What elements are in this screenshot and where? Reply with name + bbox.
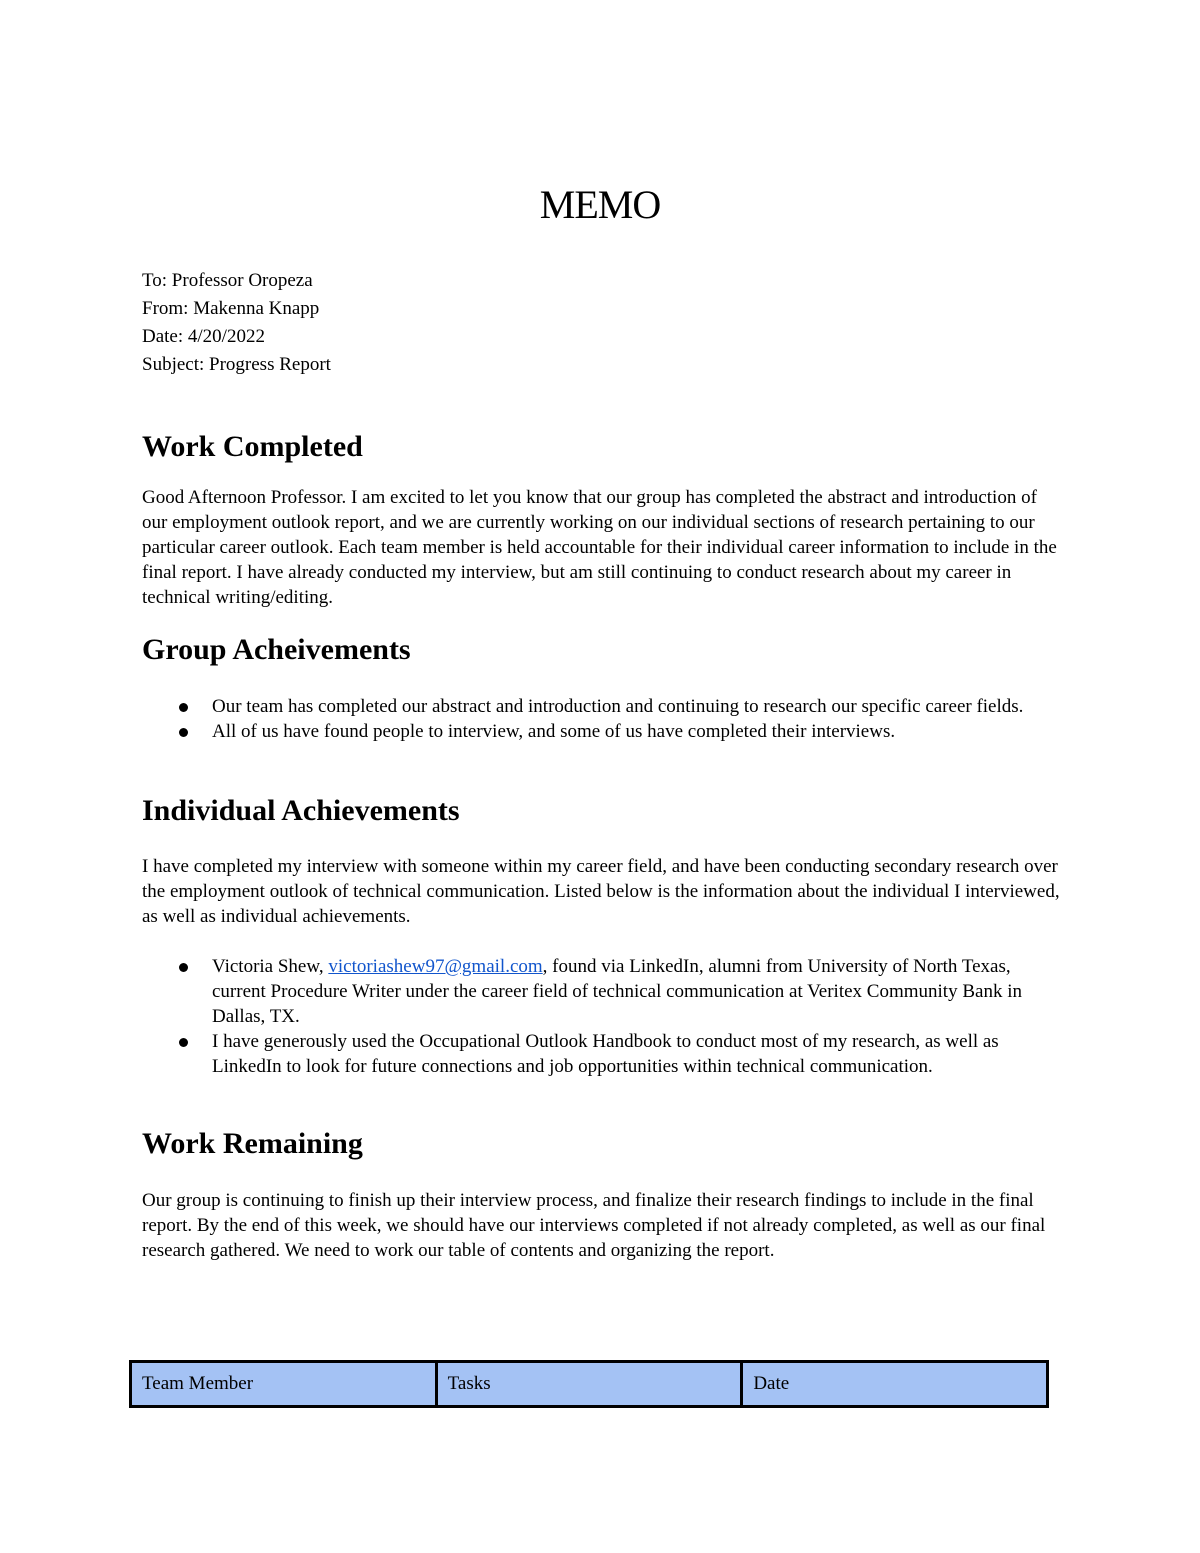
individual-achievements-text: I have completed my interview with someone within my career field, and have been conducting secondary research over the employment outlook of technical communication. Listed below is the information about the individual I interviewed, as well as individual achievements. <box>142 856 1060 927</box>
to-line: To: Professor Oropeza <box>142 270 313 291</box>
table-header-cell: Tasks <box>436 1362 742 1407</box>
bullet-icon <box>179 963 188 972</box>
list-item-text: I have generously used the Occupational Outlook Handbook to conduct most of my research, as well as LinkedIn to look for future connections and job opportunities within technical communication. <box>212 1031 999 1077</box>
bullet-icon <box>179 728 188 737</box>
list-item-text-before: Victoria Shew, <box>212 956 329 977</box>
individual-achievements-heading: Individual Achievements <box>142 794 460 827</box>
memo-title: MEMO <box>539 182 661 227</box>
email-link[interactable]: victoriashew97@gmail.com <box>328 956 543 977</box>
table-header-cell: Date <box>742 1362 1048 1407</box>
group-achievements-list <box>142 694 1052 744</box>
subject-line: Subject: Progress Report <box>142 354 331 375</box>
table-header-cell: Team Member <box>131 1362 437 1407</box>
list-item-text: All of us have found people to interview, and some of us have completed their interviews. <box>212 721 896 742</box>
table-header-row <box>131 1362 1048 1407</box>
list-item <box>142 1029 1052 1079</box>
work-remaining-heading: Work Remaining <box>142 1127 363 1160</box>
work-remaining-text: Our group is continuing to finish up their interview process, and finalize their research findings to include in the final report. By the end of this week, we should have our interviews completed if not already completed, as well as our final research gathered. We need to work our table of contents and organizing the report. <box>142 1190 1046 1261</box>
work-completed-text: Good Afternoon Professor. I am excited to let you know that our group has completed the abstract and introduction of our employment outlook report, and we are currently working on our individual sections of research pertaining to our particular career outlook. Each team member is held accountable for their individual career information to include in the final report. I have already conducted my interview, but am still continuing to conduct research about my career in technical writing/editing. <box>142 487 1057 608</box>
list-item <box>142 719 1052 744</box>
from-line: From: Makenna Knapp <box>142 298 320 319</box>
bullet-icon <box>179 703 188 712</box>
memo-header <box>142 267 331 379</box>
work-completed-heading: Work Completed <box>142 430 363 463</box>
individual-achievements-list <box>142 954 1052 1079</box>
bullet-icon <box>179 1038 188 1047</box>
list-item <box>142 954 1052 1029</box>
list-item-text: Our team has completed our abstract and introduction and continuing to research our specific career fields. <box>212 696 1024 717</box>
tasks-table <box>129 1360 1049 1408</box>
list-item <box>142 694 1052 719</box>
group-achievements-heading: Group Acheivements <box>142 633 411 666</box>
list-item-text-after: , found via LinkedIn, alumni from University of North Texas, current Procedure Writer under the career field of technical communication at Veritex Community Bank in Dallas, TX. <box>212 956 1022 1027</box>
date-line: Date: 4/20/2022 <box>142 326 265 347</box>
